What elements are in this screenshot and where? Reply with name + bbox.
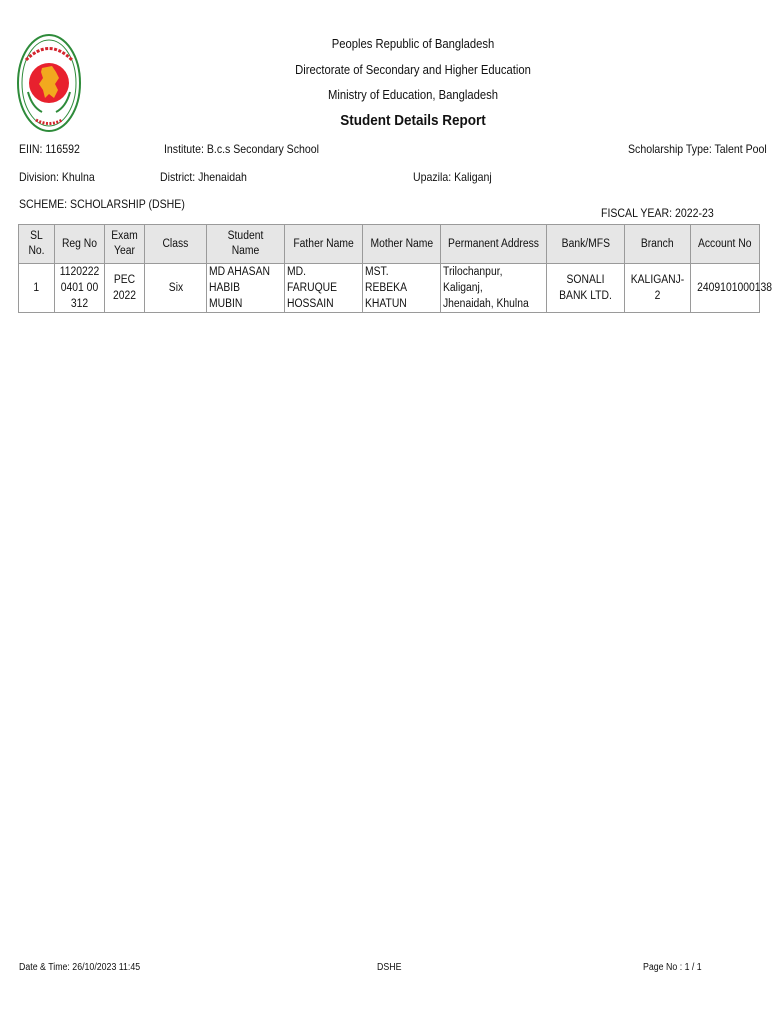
- scholarship-type-label: Scholarship Type: Talent Pool: [628, 142, 767, 156]
- report-title: Student Details Report: [340, 111, 486, 129]
- fiscal-year-label: FISCAL YEAR: 2022-23: [601, 206, 714, 220]
- header-directorate: Directorate of Secondary and Higher Education: [295, 62, 531, 77]
- col-sl: SL No.: [19, 225, 55, 264]
- upazila-label: Upazila: Kaliganj: [413, 170, 492, 184]
- institute-label: Institute: B.c.s Secondary School: [164, 142, 319, 156]
- col-father-name: Father Name: [285, 225, 363, 264]
- cell-father-name: MD. FARUQUE HOSSAIN: [285, 264, 363, 313]
- cell-reg-no: 11202220401 00312: [55, 264, 105, 313]
- footer-dshe: DSHE: [377, 962, 402, 973]
- cell-exam-year: PEC 2022: [105, 264, 145, 313]
- cell-mother-name: MST. REBEKA KHATUN: [363, 264, 441, 313]
- col-mother-name: Mother Name: [363, 225, 441, 264]
- cell-class: Six: [145, 264, 207, 313]
- header-ministry: Ministry of Education, Bangladesh: [327, 88, 499, 102]
- district-label: District: Jhenaidah: [160, 170, 247, 184]
- cell-sl: 1: [19, 264, 55, 313]
- col-student-name: Student Name: [207, 225, 285, 264]
- report-header: [221, 32, 604, 133]
- footer-page-number: Page No : 1 / 1: [643, 962, 702, 973]
- table-header-row: [19, 225, 760, 264]
- header-country: Peoples Republic of Bangladesh: [331, 37, 495, 51]
- col-bank-mfs: Bank/MFS: [547, 225, 625, 264]
- cell-permanent-address: Trilochanpur, Kaliganj, Jhenaidah, Khulna: [441, 264, 547, 313]
- cell-bank-mfs: SONALI BANK LTD.: [547, 264, 625, 313]
- student-details-table: [18, 224, 772, 313]
- bangladesh-govt-emblem: [16, 32, 82, 134]
- col-class: Class: [145, 225, 207, 264]
- col-exam-year: Exam Year: [105, 225, 145, 264]
- col-account-no: Account No: [691, 225, 760, 264]
- col-reg-no: Reg No: [55, 225, 105, 264]
- cell-branch: KALIGANJ-2: [625, 264, 691, 313]
- scheme-label: SCHEME: SCHOLARSHIP (DSHE): [19, 197, 185, 211]
- footer-datetime: Date & Time: 26/10/2023 11:45: [19, 962, 141, 973]
- col-permanent-address: Permanent Address: [441, 225, 547, 264]
- cell-student-name: MD AHASAN HABIB MUBIN: [207, 264, 285, 313]
- table-row: [19, 264, 760, 313]
- division-label: Division: Khulna: [19, 170, 95, 184]
- eiin-label: EIIN: 116592: [19, 142, 80, 156]
- cell-account-no: 2409101000138: [691, 264, 760, 313]
- col-branch: Branch: [625, 225, 691, 264]
